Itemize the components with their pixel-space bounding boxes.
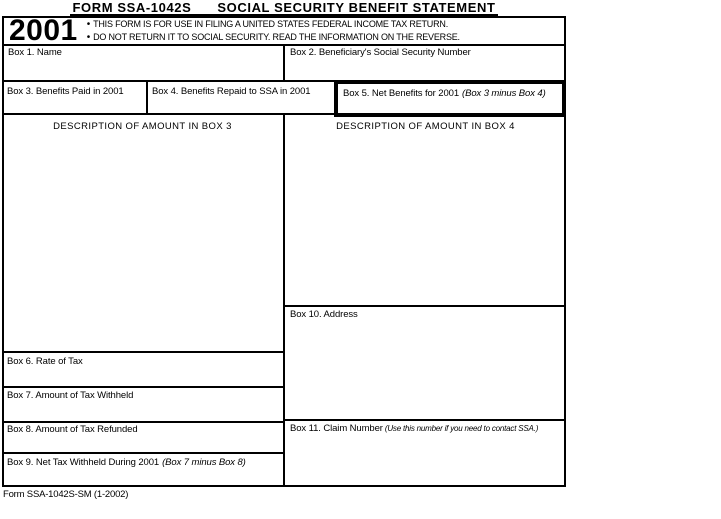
notice-item [87,31,460,44]
box9-label-text: Box 9. Net Tax Withheld During 2001 [7,457,160,468]
box6-label: Box 6. Rate of Tax [7,356,83,367]
box5-label [343,88,546,99]
bullet-icon: • [86,19,91,30]
notice-text-2: DO NOT RETURN IT TO SOCIAL SECURITY. READ THE INFORMATION ON THE REVERSE. [93,32,460,42]
box11-label-text: Box 11. Claim Number [290,423,383,434]
box3-description-heading: DESCRIPTION OF AMOUNT IN BOX 3 [53,121,232,132]
box2-label: Box 2. Beneficiary's Social Security Number [290,47,471,58]
grid-line-box9-top [2,452,285,454]
box3-label: Box 3. Benefits Paid in 2001 [7,86,124,97]
box5-label-note: (Box 3 minus Box 4) [462,88,546,99]
box5-label-text: Box 5. Net Benefits for 2001 [343,88,460,99]
box11-label [290,423,538,434]
grid-line-row1-divider [283,46,285,80]
notice-item [87,18,460,31]
box1-label: Box 1. Name [8,47,62,58]
notice-list [87,18,460,44]
box8-label: Box 8. Amount of Tax Refunded [7,424,138,435]
notice-text-1: THIS FORM IS FOR USE IN FILING A UNITED STATES FEDERAL INCOME TAX RETURN. [93,19,449,29]
form-title [2,0,566,17]
form-name-title: SOCIAL SECURITY BENEFIT STATEMENT [217,0,496,15]
bullet-icon: • [86,32,91,43]
box9-label-note: (Box 7 minus Box 8) [162,457,246,468]
box9-label [7,457,246,468]
box11-label-note: (Use this number if you need to contact SSA.) [384,424,539,433]
grid-line-row2-divider [146,80,148,113]
box4-description-heading: DESCRIPTION OF AMOUNT IN BOX 4 [336,121,515,132]
box10-label: Box 10. Address [290,309,358,320]
form-edition-footer: Form SSA-1042S-SM (1-2002) [3,489,129,500]
grid-line-box11-top [283,419,566,421]
form-number-title: FORM SSA-1042S [72,0,192,15]
grid-line-column-divider [283,113,285,487]
tax-year: 2001 [9,14,78,47]
grid-line-box7-top [2,386,285,388]
grid-line-box6-top [2,351,285,353]
form-title-underline [70,2,497,16]
box4-label: Box 4. Benefits Repaid to SSA in 2001 [152,86,311,97]
box7-label: Box 7. Amount of Tax Withheld [7,390,134,401]
year-header-box [2,16,566,46]
grid-line-box8-top [2,421,285,423]
grid-line-box10-top [283,305,566,307]
